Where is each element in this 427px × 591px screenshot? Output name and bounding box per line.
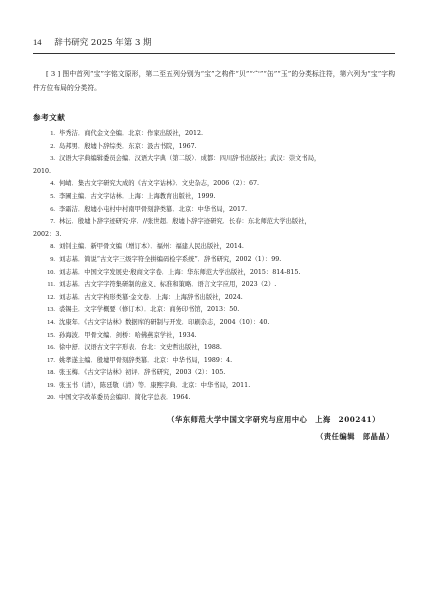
reference-text: 张玉梅．《古文字诂林》初评．辞书研究，2003（2）：105. <box>59 369 226 377</box>
reference-text: 刘志基．中国文字发展史·殷商文字卷．上海：华东师范大学出版社，2015：814-815. <box>59 268 301 276</box>
reference-item <box>33 355 398 368</box>
reference-text: 裘锡圭．文字学概要（修订本）．北京：商务印书馆，2013：50. <box>59 306 240 314</box>
author-affiliation: （华东师范大学中国文字研究与应用中心 上海 200241） <box>167 415 380 424</box>
reference-text: 徐中舒．汉语古文字字形表．台北：文史哲出版社，1988. <box>59 344 222 352</box>
reference-item <box>33 191 398 204</box>
reference-item <box>33 279 398 292</box>
reference-item <box>33 204 398 217</box>
reference-item <box>33 292 398 305</box>
reference-text: 毕秀洁．商代金文全编．北京：作家出版社，2012. <box>59 130 203 137</box>
reference-item <box>33 342 398 355</box>
reference-item <box>33 330 398 343</box>
figure-note: [ 3 ] 图中首列“宝”字铭文原形，第二至五列分别为“宝”之构件“贝”“宀”“缶”“玉”的分类标注符，第六列为“宝”字构件方位布局的分类符。 <box>33 70 395 92</box>
reference-item <box>33 216 398 241</box>
reference-text: 刘志基．古文字构形类纂·金文卷．上海：上海辞书出版社，2024. <box>59 293 243 301</box>
reference-number: 4. <box>50 180 55 188</box>
reference-text: 林沄．殷墟卜辞字迹研究·序．//张世超．殷墟卜辞字迹研究．长春：东北师范大学出版社， <box>59 218 311 226</box>
reference-number: 10. <box>47 268 55 276</box>
reference-number: 18. <box>47 369 55 377</box>
reference-text: 刘钊主编．新甲骨文编（增订本）．福州：福建人民出版社，2014. <box>59 243 244 251</box>
reference-list <box>33 128 398 405</box>
reference-item <box>33 178 398 191</box>
reference-item <box>33 367 398 380</box>
reference-number: 2. <box>50 142 55 150</box>
reference-number: 13. <box>47 306 55 314</box>
responsible-editor: （责任编辑 郎晶晶） <box>316 432 394 441</box>
reference-number: 3. <box>50 155 55 163</box>
reference-text: 张玉书（清），陈廷敬（清）等．康熙字典．北京：中华书局，2011. <box>59 381 251 389</box>
reference-number: 14. <box>47 318 55 326</box>
reference-text: 姚孝遂主编．殷墟甲骨刻辞类纂．北京：中华书局，1989：4. <box>59 356 233 364</box>
reference-number: 6. <box>50 205 55 213</box>
page-number: 14 <box>33 37 42 47</box>
header-rule <box>33 53 395 54</box>
reference-text: 李圃主编．古文字诂林．上海：上海教育出版社，1999. <box>59 192 216 200</box>
reference-item <box>33 241 398 254</box>
reference-text: 何崝．集古文字研究大成的《古文字诂林》．文史杂志，2006（2）：67. <box>59 180 260 188</box>
reference-text: 李霜洁．殷墟小屯村中村南甲骨刻辞类纂．北京：中华书局，2017. <box>59 205 248 213</box>
reference-item <box>33 317 398 330</box>
reference-item <box>33 380 398 393</box>
reference-number: 20. <box>47 394 55 402</box>
reference-number: 7. <box>50 218 55 226</box>
reference-number: 11. <box>47 281 55 289</box>
reference-item <box>33 392 398 405</box>
reference-number: 19. <box>47 381 55 389</box>
reference-number: 8. <box>50 243 55 251</box>
journal-title: 辞书研究 2025 年第 3 期 <box>54 38 152 48</box>
reference-number: 1. <box>50 130 55 137</box>
running-header <box>33 36 395 49</box>
reference-text: 汉语大字典编辑委员会编．汉语大字典（第二版）．成都：四川辞书出版社；武汉：崇文书局， <box>59 155 321 163</box>
references-heading: 参考文献 <box>33 113 66 122</box>
reference-item <box>33 254 398 267</box>
reference-item <box>33 141 398 154</box>
reference-text: 岛邦男．殷墟卜辞综类．东京：汲古书院，1967. <box>59 142 197 150</box>
reference-continuation: 2002：3. <box>33 230 62 238</box>
reference-number: 15. <box>47 331 55 339</box>
reference-number: 9. <box>50 255 55 263</box>
reference-continuation: 2010. <box>33 167 52 175</box>
reference-text: 孙海波．甲骨文编．剑桥：哈佛燕京学社，1934. <box>59 331 197 339</box>
reference-item <box>33 128 398 141</box>
reference-number: 12. <box>47 293 55 301</box>
reference-text: 中国文字改革委员会编印．简化字总表．1964. <box>59 394 191 402</box>
reference-item <box>33 267 398 280</box>
reference-text: 沈康年．《古文字诂林》数据库的研制与开发．印刷杂志，2004（10）：40. <box>59 318 270 326</box>
reference-number: 5. <box>50 192 55 200</box>
reference-item <box>33 304 398 317</box>
reference-text: 刘志基．古文字字符集研制的意义、标准和策略．语言文字应用，2023（2）. <box>59 281 277 289</box>
reference-text: 刘志基．简说“古文字三级字符全拼编码检字系统”．辞书研究，2002（1）：99. <box>59 255 282 263</box>
reference-number: 16. <box>47 344 55 352</box>
reference-number: 17. <box>47 356 55 364</box>
reference-item <box>33 153 398 178</box>
